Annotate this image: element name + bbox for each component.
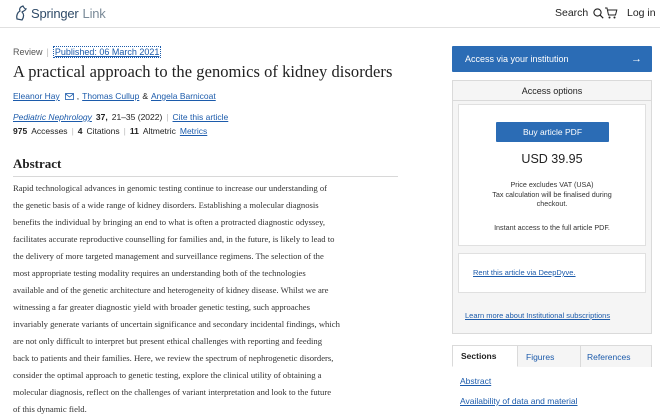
access-options-panel (452, 80, 652, 334)
article-type: Review (13, 47, 43, 57)
abstract-divider (13, 176, 398, 177)
author-separator: , (76, 91, 80, 101)
abstract-line: molecular diagnosis, reflect on the challenges of variant interpretation and look to the future (13, 387, 332, 398)
search-label: Search (555, 7, 589, 19)
access-via-institution-button[interactable] (452, 46, 652, 72)
search-button[interactable] (555, 7, 604, 19)
access-options-title: Access options (453, 81, 651, 101)
article-metrics (13, 126, 207, 136)
springer-horse-icon (14, 5, 28, 21)
altmetric-label: Altmetric (142, 126, 176, 136)
vat-line: checkout. (536, 199, 568, 208)
buy-article-card (458, 104, 646, 246)
divider: | (46, 47, 49, 57)
tab-figures[interactable]: Figures (518, 345, 580, 367)
arrow-right-icon: → (631, 53, 642, 65)
instant-access-note: Instant access to the full article PDF. (494, 223, 610, 232)
vat-note (459, 180, 645, 209)
abstract-line: back to patients and their families. Here, we review the spectrum of nephrogenetic disorders, (13, 353, 334, 364)
springerlink-logo[interactable] (14, 5, 106, 21)
rent-article-card (458, 253, 646, 293)
cite-article-link[interactable]: Cite this article (172, 112, 229, 122)
site-header (0, 0, 660, 28)
abstract-line: invariably generate variants of uncertain significance and secondary incidental findings, which (13, 319, 340, 330)
vat-line: Price excludes VAT (USA) (510, 180, 594, 189)
abstract-line: Rapid technological advances in genomic testing continue to increase our understanding of (13, 183, 327, 193)
author-link[interactable]: Thomas Cullup (82, 91, 140, 101)
journal-pages: 21–35 (2022) (111, 112, 163, 122)
brand-name: Springer (31, 5, 79, 21)
divider: | (123, 126, 126, 136)
journal-link[interactable]: Pediatric Nephrology (13, 112, 92, 122)
abstract-heading: Abstract (13, 156, 62, 171)
journal-info (13, 112, 228, 122)
sections-tabs (452, 345, 652, 367)
vat-line: Tax calculation will be finalised during (492, 189, 612, 199)
brand-suffix: Link (82, 5, 106, 21)
accesses-count: 975 (13, 126, 28, 136)
tab-references[interactable]: References (580, 345, 652, 367)
abstract-line: benefits the individual by bringing an end to what is often a protracted diagnostic odyssey, (13, 217, 326, 228)
buy-article-pdf-button[interactable]: Buy article PDF (496, 122, 609, 142)
abstract-line: available and of the genetic architecture and heterogeneity of kidney disease. Whilst we are (13, 285, 329, 296)
divider: | (166, 112, 169, 122)
mail-icon[interactable] (65, 93, 74, 100)
accesses-label: Accesses (31, 126, 68, 136)
author-link[interactable]: Eleanor Hay (13, 91, 60, 101)
journal-volume: 37, (95, 112, 108, 122)
section-link-data-availability[interactable]: Availability of data and material (460, 396, 578, 406)
abstract-text (13, 180, 403, 414)
citations-label: Citations (86, 126, 120, 136)
access-institution-label: Access via your institution (465, 54, 569, 64)
metrics-link[interactable]: Metrics (179, 126, 208, 136)
abstract-line: of this dynamic field. (13, 404, 87, 414)
abstract-line: the genetic basis of a wide range of kidney disorders. Establishing a molecular diagnosis (13, 200, 319, 211)
abstract-line: facilitates accurate reproductive counselling for families and, in the future, is likely to lead to (13, 234, 335, 245)
rent-deepdyve-link[interactable]: Rent this article via DeepDyve. (473, 268, 576, 277)
abstract-line: most appropriate testing modality requires an understanding both of the technologies (13, 268, 306, 279)
article-meta (13, 46, 161, 58)
article-price: USD 39.95 (521, 152, 583, 166)
abstract-line: are not only difficult to interpret but present ethical challenges with reporting and feeding (13, 336, 323, 347)
login-link[interactable]: Log in (627, 7, 656, 19)
article-title: A practical approach to the genomics of kidney disorders (13, 62, 393, 81)
section-link-abstract[interactable]: Abstract (460, 376, 492, 386)
abstract-line: consider the optimal approach to genetic testing, explore the clinical utility of obtaining a (13, 370, 322, 381)
institutional-subscriptions-link[interactable]: Learn more about Institutional subscriptions (465, 311, 611, 320)
divider: | (71, 126, 74, 136)
altmetric-count: 11 (129, 126, 139, 136)
cart-icon[interactable] (604, 6, 618, 20)
citations-count: 4 (77, 126, 83, 136)
author-joiner: & (142, 91, 148, 101)
abstract-line: the delivery of more targeted management and surveillance regimens. The selection of the (13, 251, 324, 262)
published-date-link[interactable]: Published: 06 March 2021 (54, 47, 160, 57)
author-list (13, 91, 216, 101)
author-link[interactable]: Angela Barnicoat (151, 91, 216, 101)
tab-sections[interactable]: Sections (452, 345, 518, 367)
search-icon (593, 8, 604, 19)
abstract-line: witnessing a far greater diagnostic yield with broader genetic testing, such approaches (13, 302, 310, 313)
